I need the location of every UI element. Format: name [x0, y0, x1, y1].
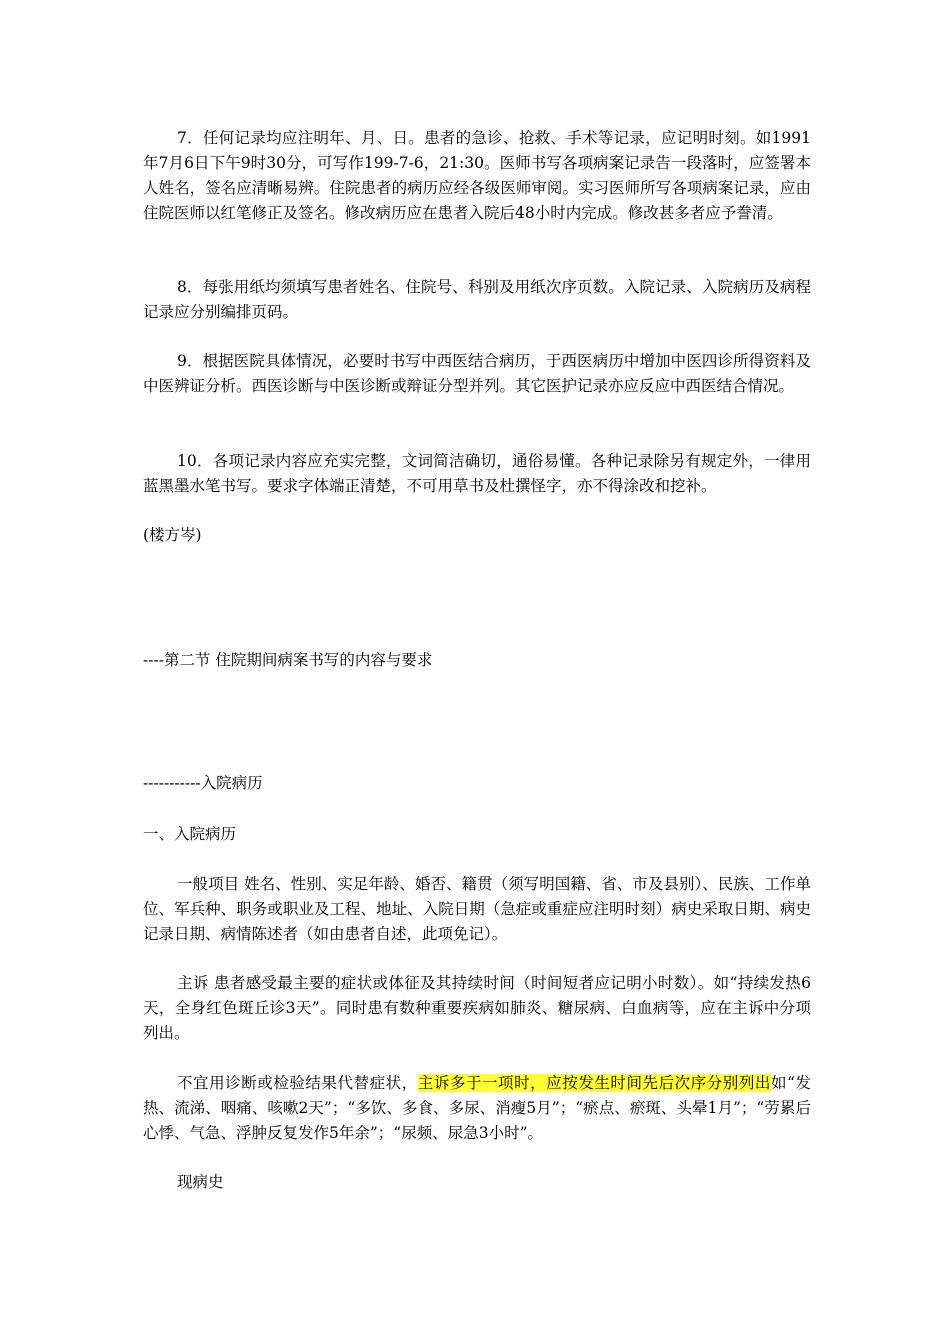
rules-text-lead: 不宜用诊断或检验结果代替症状， [177, 1074, 418, 1092]
paragraph-item-10: 10．各项记录内容应充实完整，文词简洁确切，通俗易懂。各种记录除另有规定外，一律用蓝黑墨水笔书写。要求字体端正清楚，不可用草书及杜撰怪字，亦不得涂改和挖补。 [143, 452, 811, 495]
rules-text-examples: 如“发热、流涕、咽痛、咳嗽2天”；“多饮、多食、多尿、消瘦5月”；“瘀点、瘀斑、头晕1月”；“劳累后心悸、气急、浮肿反复发作5年余”；“尿频、尿急3小时”。 [143, 1074, 811, 1142]
chief-complaint-paragraph: 主诉 患者感受最主要的症状或体征及其持续时间（时间短者应记明小时数）。如“持续发热6天，全身红色斑丘诊3天”。同时患有数种重要疾病如肺炎、糖尿病、白血病等，应在主诉中分项列出。 [143, 974, 811, 1042]
section-heading: ----第二节 住院期间病案书写的内容与要求 [143, 651, 433, 669]
paragraph-item-7: 7．任何记录均应注明年、月、日。患者的急诊、抢救、手术等记录，应记明时刻。如1991年7月6日下午9时30分，可写作199-7-6，21:30。医师书写各项病案记录告一段落时，应签署本人姓名，签名应清晰易辨。住院患者的病历应经各级医师审阅。实习医师所写各项病案记录，应由住院医师以红笔修正及签名。修改病历应在患者入院后48小时内完成。修改甚多者应予誊清。 [143, 129, 811, 222]
highlighted-text: 主诉多于一项时，应按发生时间先后次序分别列出 [417, 1074, 771, 1092]
paragraph-item-9: 9．根据医院具体情况，必要时书写中西医结合病历，于西医病历中增加中医四诊所得资料及中医辨证分析。西医诊断与中医诊断或辩证分型并列。其它医护记录亦应反应中西医结合情况。 [143, 352, 811, 395]
item-heading: 一、入院病历 [143, 825, 237, 843]
present-illness-heading: 现病史 [177, 1173, 224, 1191]
general-items-paragraph: 一般项目 姓名、性别、实足年龄、婚否、籍贯（须写明国籍、省、市及县别）、民族、工作单位、军兵种、职务或职业及工程、地址、入院日期（急症或重症应注明时刻）病史采取日期、病史记录日期、病情陈述者（如由患者自述，此项免记）。 [143, 875, 811, 943]
paragraph-item-8: 8．每张用纸均须填写患者姓名、住院号、科别及用纸次序页数。入院记录、入院病历及病程记录应分别编排页码。 [143, 278, 811, 321]
author-note: (楼方岑) [143, 526, 202, 544]
sub-heading: -----------入院病历 [143, 774, 263, 792]
chief-complaint-rules-paragraph [143, 1071, 811, 1146]
